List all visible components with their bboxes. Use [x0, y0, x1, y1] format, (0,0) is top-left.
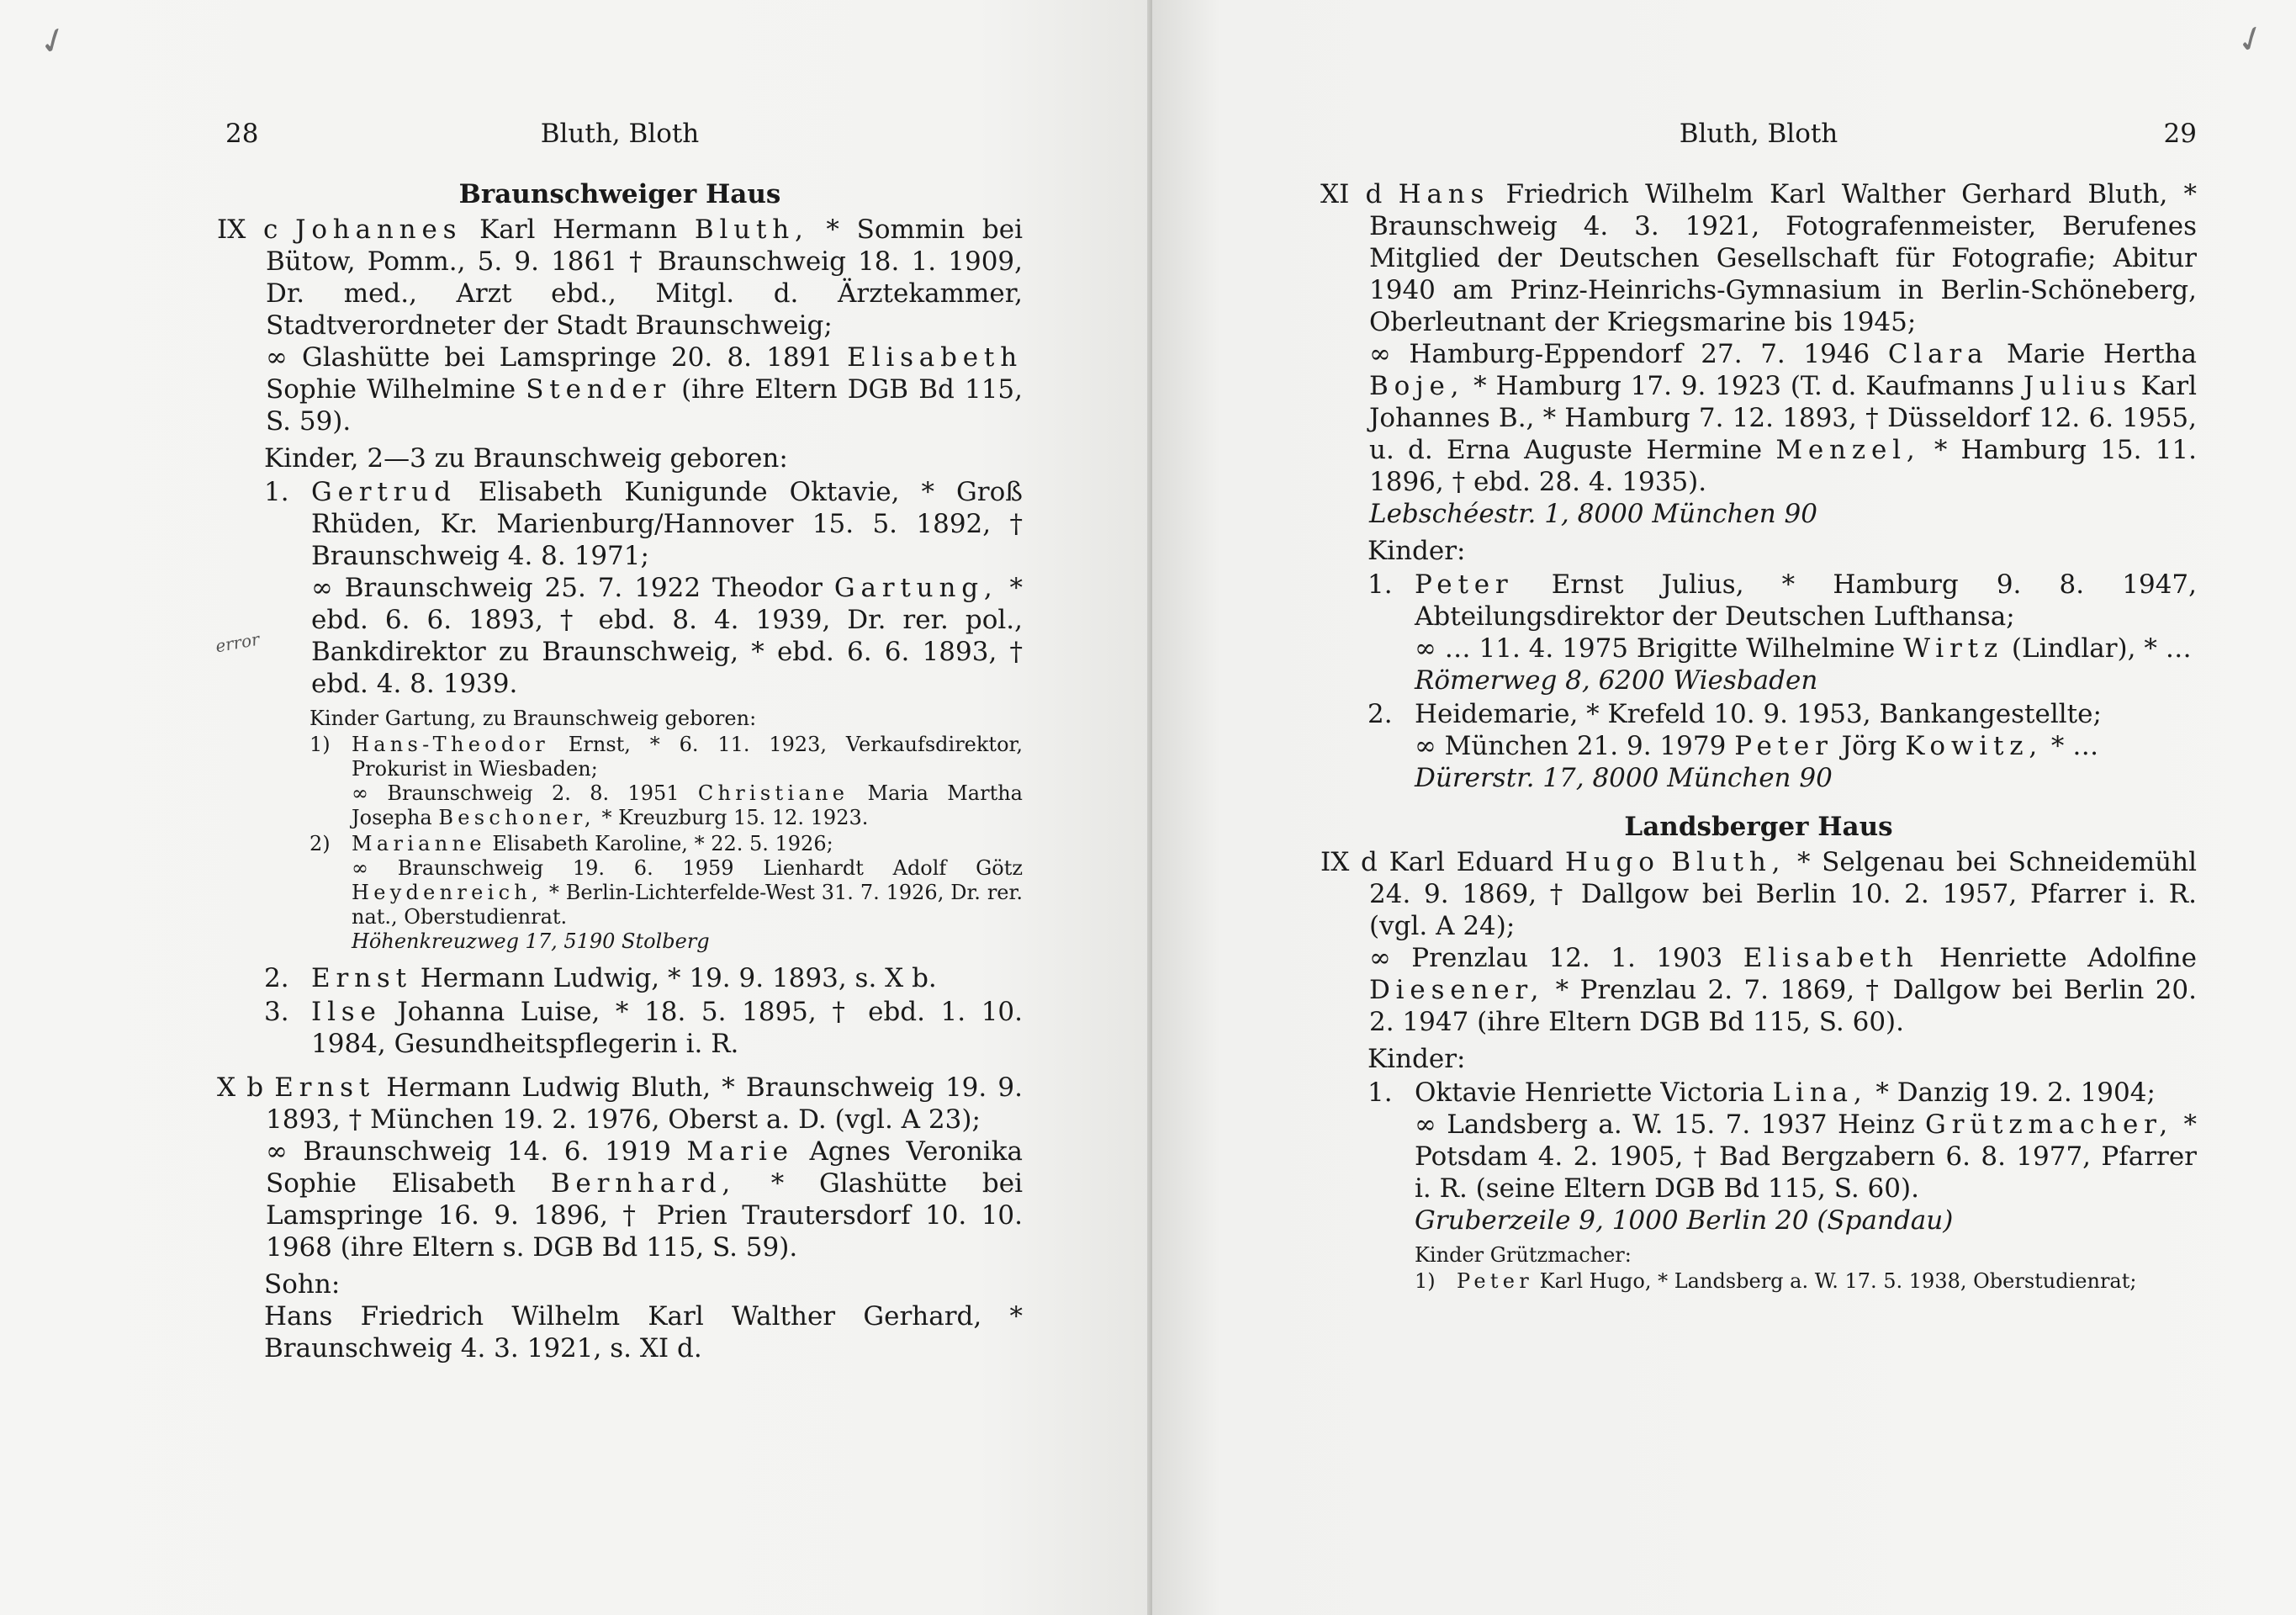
spouse-name: Christiane — [697, 781, 849, 805]
children-list — [1320, 569, 2197, 794]
child-name: Oktavie Henriette Victoria — [1415, 1078, 1764, 1108]
page-number: 28 — [225, 119, 259, 149]
children-list — [217, 476, 1023, 700]
checkmark-icon: ✓ — [32, 16, 75, 66]
marriage-text: ∞ Glashütte bei Lamspringe 20. 8. 1891 — [266, 342, 833, 373]
item-number: 1) — [1415, 1269, 1436, 1293]
marriage-text: ∞ Braunschweig 25. 7. 1922 Theodor — [311, 573, 823, 603]
spouse-name: Elisabeth — [1743, 943, 1919, 973]
left-page-content — [217, 118, 1023, 1364]
running-head-left — [217, 118, 1023, 160]
marriage-text: * ebd. 6. 6. 1893, † ebd. 8. 4. 1939, Dr. rer. pol., Bankdirektor zu Braunschweig, * ebd. 6. 6. 1893, † ebd. 4. 8. 1939. — [311, 573, 1023, 699]
marriage-text: ∞ … 11. 4. 1975 Brigitte Wilhelmine — [1415, 633, 1896, 664]
child-name: Peter — [1415, 569, 1514, 600]
spouse-surname: Gartung, — [833, 573, 998, 603]
genealogy-entry — [1320, 178, 2197, 530]
checkmark-icon: ✓ — [2230, 14, 2272, 64]
item-number: 2. — [1368, 699, 1393, 729]
list-item — [264, 476, 1023, 700]
child-text: Elisabeth Kunigunde Oktavie, * Groß Rhüden, Kr. Marienburg/Hannover 15. 5. 1892, † Braunschweig 4. 8. 1971; — [311, 477, 1024, 571]
grandchildren-label: Kinder Gartung, zu Braunschweig geboren: — [309, 707, 757, 730]
surname: Bluth, — [694, 214, 809, 245]
list-item — [264, 962, 1023, 994]
marriage-text: * Kreuzburg 15. 12. 1923. — [601, 806, 869, 829]
list-item — [309, 832, 1023, 954]
child-text: Ernst, * 6. 11. 1923, Verkaufsdirektor, Prokurist in Wiesbaden; — [352, 733, 1023, 781]
running-title: Bluth, Bloth — [540, 119, 700, 149]
child-text: Johanna Luise, * 18. 5. 1895, † ebd. 1. 10. 1984, Gesundheitspflegerin i. R. — [311, 997, 1023, 1059]
marriage-text: ∞ Braunschweig 19. 6. 1959 Lienhardt Adolf Götz — [352, 856, 1023, 880]
genealogy-entry — [1320, 846, 2197, 1038]
marriage-text: * Hamburg 15. 11. 1896, † ebd. 28. 4. 1935). — [1369, 435, 2198, 497]
children-list — [1320, 1077, 2197, 1294]
address: Gruberzeile 9, 1000 Berlin 20 (Spandau) — [1415, 1205, 1954, 1236]
genealogy-entry — [217, 1072, 1023, 1263]
page-number: 29 — [2163, 119, 2197, 149]
child-name: Heidemarie, — [1415, 699, 1579, 729]
spouse-name: Peter — [1734, 731, 1833, 761]
given-names: Karl Hermann — [479, 214, 678, 245]
margin-note: error — [214, 628, 262, 657]
child-text: Hermann Ludwig, * 19. 9. 1893, s. X b. — [420, 963, 937, 993]
item-number: 1. — [1368, 1078, 1393, 1108]
child-text: * Danzig 19. 2. 1904; — [1875, 1078, 2156, 1108]
child-name: Marianne — [352, 832, 486, 855]
grandchildren-block — [1415, 1243, 2197, 1294]
right-page-content — [1320, 118, 2197, 1294]
marriage-text: ∞ Braunschweig 14. 6. 1919 — [266, 1136, 671, 1167]
marriage-text: ∞ Braunschweig 2. 8. 1951 — [352, 781, 680, 805]
marriage-text: (Lindlar), * … — [2011, 633, 2192, 664]
son-label: Sohn: — [264, 1269, 341, 1300]
spouse-surname: Heydenreich, — [352, 881, 542, 904]
spouse-surname: Beschoner, — [438, 806, 595, 829]
marriage-text: (ihre Eltern DGB Bd 115, S. 59). — [266, 374, 1024, 437]
marriage-text: Jörg — [1841, 731, 1897, 761]
grandchildren-block — [217, 707, 1023, 954]
list-item — [1368, 698, 2197, 794]
child-name-spaced: Lina, — [1772, 1078, 1868, 1108]
marriage-text: ∞ München 21. 9. 1979 — [1415, 731, 1727, 761]
spouse-surname: Wirtz — [1903, 633, 2004, 664]
generation-code: X b — [217, 1072, 264, 1103]
children-label: Kinder: — [1368, 1044, 1466, 1074]
children-label: Kinder, 2—3 zu Braunschweig geboren: — [264, 443, 788, 474]
right-page — [1152, 0, 2296, 1615]
marriage-text: * Glashütte bei Lamspringe 16. 9. 1896, † Prien Trautersdorf 10. 10. 1968 (ihre Eltern s. DGB Bd 115, S. 59). — [266, 1168, 1023, 1263]
child-name: Hans-Theodor — [352, 733, 550, 756]
entry-text: Friedrich Wilhelm Karl Walther Gerhard Bluth, * Braunschweig 4. 3. 1921, Fotografenmeister, Berufenes Mitglied der Deutschen Gesellschaft für Fotografie; Abitur 1940 am Prinz-Heinrichs-Gymnasium in Berlin-Schöneberg, Oberleutnant der Kriegsmarine bis 1945; — [1369, 179, 2198, 337]
address: Höhenkreuzweg 17, 5190 Stolberg — [352, 929, 710, 953]
child-text: Elisabeth Karoline, * 22. 5. 1926; — [492, 832, 833, 855]
spouse-surname: Kowitz, — [1905, 731, 2044, 761]
marriage-text: * Potsdam 4. 2. 1905, † Bad Bergzabern 6. 8. 1977, Pfarrer i. R. (seine Eltern DGB Bd 115, S. 60). — [1415, 1109, 2197, 1204]
marriage-text: ∞ Landsberg a. W. 15. 7. 1937 Heinz — [1415, 1109, 1915, 1140]
marriage-text: ∞ Prenzlau 12. 1. 1903 — [1369, 943, 1723, 973]
child-name: Ernst — [311, 963, 412, 993]
marriage-text: Karl Johannes B., * Hamburg 7. 12. 1893, † Düsseldorf 12. 6. 1955, u. d. Erna Auguste Hermine — [1369, 371, 2198, 465]
item-number: 1) — [309, 733, 331, 756]
item-number: 2. — [264, 963, 289, 993]
person-name: Hans — [1398, 179, 1490, 209]
section-title: Landsberger Haus — [1624, 812, 1893, 842]
list-item — [1368, 1077, 2197, 1294]
section-title: Braunschweiger Haus — [458, 179, 781, 209]
mother-surname: Menzel, — [1775, 435, 1921, 465]
person-name: Johannes — [295, 214, 463, 245]
grandchildren-label: Kinder Grützmacher: — [1415, 1243, 1632, 1267]
given-names: Hugo — [1564, 847, 1660, 877]
item-number: 1. — [1368, 569, 1393, 600]
child-name: Peter — [1457, 1269, 1533, 1293]
generation-code: IX d — [1320, 847, 1378, 877]
spouse-name: Clara — [1887, 339, 1989, 369]
item-number: 2) — [309, 832, 331, 855]
list-item — [309, 733, 1023, 830]
marriage-text: Agnes Veronika Sophie Elisabeth — [266, 1136, 1023, 1199]
children-list — [217, 962, 1023, 1060]
child-text: * Krefeld 10. 9. 1953, Bankangestellte; — [1586, 699, 2102, 729]
address: Römerweg 8, 6200 Wiesbaden — [1415, 665, 1818, 696]
person-name: Ernst — [274, 1072, 376, 1103]
marriage-text: * Berlin-Lichterfelde-West 31. 7. 1926, Dr. rer. nat., Oberstudienrat. — [352, 881, 1023, 929]
children-label: Kinder: — [1368, 536, 1466, 566]
spouse-given-names: Sophie Wilhelmine — [266, 374, 516, 405]
child-text: Ernst Julius, * Hamburg 9. 8. 1947, Abteilungsdirektor der Deutschen Lufthansa; — [1415, 569, 2198, 632]
child-name: Ilse — [311, 997, 382, 1027]
marriage-text: Marie Hertha — [2006, 339, 2197, 369]
marriage-text: Henriette Adolfine — [1939, 943, 2197, 973]
spouse-name: Elisabeth — [847, 342, 1023, 373]
marriage-text: ∞ Hamburg-Eppendorf 27. 7. 1946 — [1369, 339, 1870, 369]
list-item — [264, 996, 1023, 1060]
marriage-text: Maria Martha Josepha — [352, 781, 1023, 829]
surname: Bluth, — [1671, 847, 1786, 877]
item-number: 3. — [264, 997, 289, 1027]
spouse-surname: Stender — [526, 374, 672, 405]
marriage-text: * Prenzlau 2. 7. 1869, † Dallgow bei Berlin 20. 2. 1947 (ihre Eltern DGB Bd 115, S. 60). — [1369, 975, 2197, 1037]
list-item — [1415, 1269, 2197, 1294]
spouse-surname: Grützmacher, — [1925, 1109, 2174, 1140]
entry-text: * Sommin bei Bütow, Pomm., 5. 9. 1861 † Braunschweig 18. 1. 1909, Dr. med., Arzt ebd., Mitgl. d. Ärztekammer, Stadtverordneter der Stadt Braunschweig; — [266, 214, 1023, 341]
generation-code: XI d — [1320, 179, 1383, 209]
child-name: Gertrud — [311, 477, 457, 507]
marriage-text: * … — [2050, 731, 2099, 761]
genealogy-entry — [217, 214, 1023, 437]
spouse-surname: Bernhard, — [550, 1168, 737, 1199]
child-text: Karl Hugo, * Landsberg a. W. 17. 5. 1938, Oberstudienrat; — [1539, 1269, 2137, 1293]
list-item — [1368, 569, 2197, 696]
marriage-text: * Hamburg 17. 9. 1923 (T. d. Kaufmanns — [1473, 371, 2014, 401]
entry-text: * Selgenau bei Schneidemühl 24. 9. 1869, † Dallgow bei Berlin 10. 2. 1957, Pfarrer i. R. (vgl. A 24); — [1369, 847, 2197, 941]
spouse-surname: Boje, — [1369, 371, 1465, 401]
spouse-surname: Diesener, — [1369, 975, 1545, 1005]
item-number: 1. — [264, 477, 289, 507]
person-name: Karl Eduard — [1389, 847, 1554, 877]
address: Dürerstr. 17, 8000 München 90 — [1415, 763, 1833, 793]
running-head-right — [1320, 118, 2197, 160]
son-text: Hans Friedrich Wilhelm Karl Walther Gerhard, * Braunschweig 4. 3. 1921, s. XI d. — [264, 1301, 1023, 1363]
spouse-name: Marie — [686, 1136, 794, 1167]
generation-code: IX c — [217, 214, 278, 245]
father-name: Julius — [2023, 371, 2132, 401]
address: Lebschéestr. 1, 8000 München 90 — [1369, 499, 1817, 529]
running-title: Bluth, Bloth — [1679, 119, 1838, 149]
entry-text: Hermann Ludwig Bluth, * Braunschweig 19. 9. 1893, † München 19. 2. 1976, Oberst a. D. (vgl. A 23); — [266, 1072, 1023, 1135]
